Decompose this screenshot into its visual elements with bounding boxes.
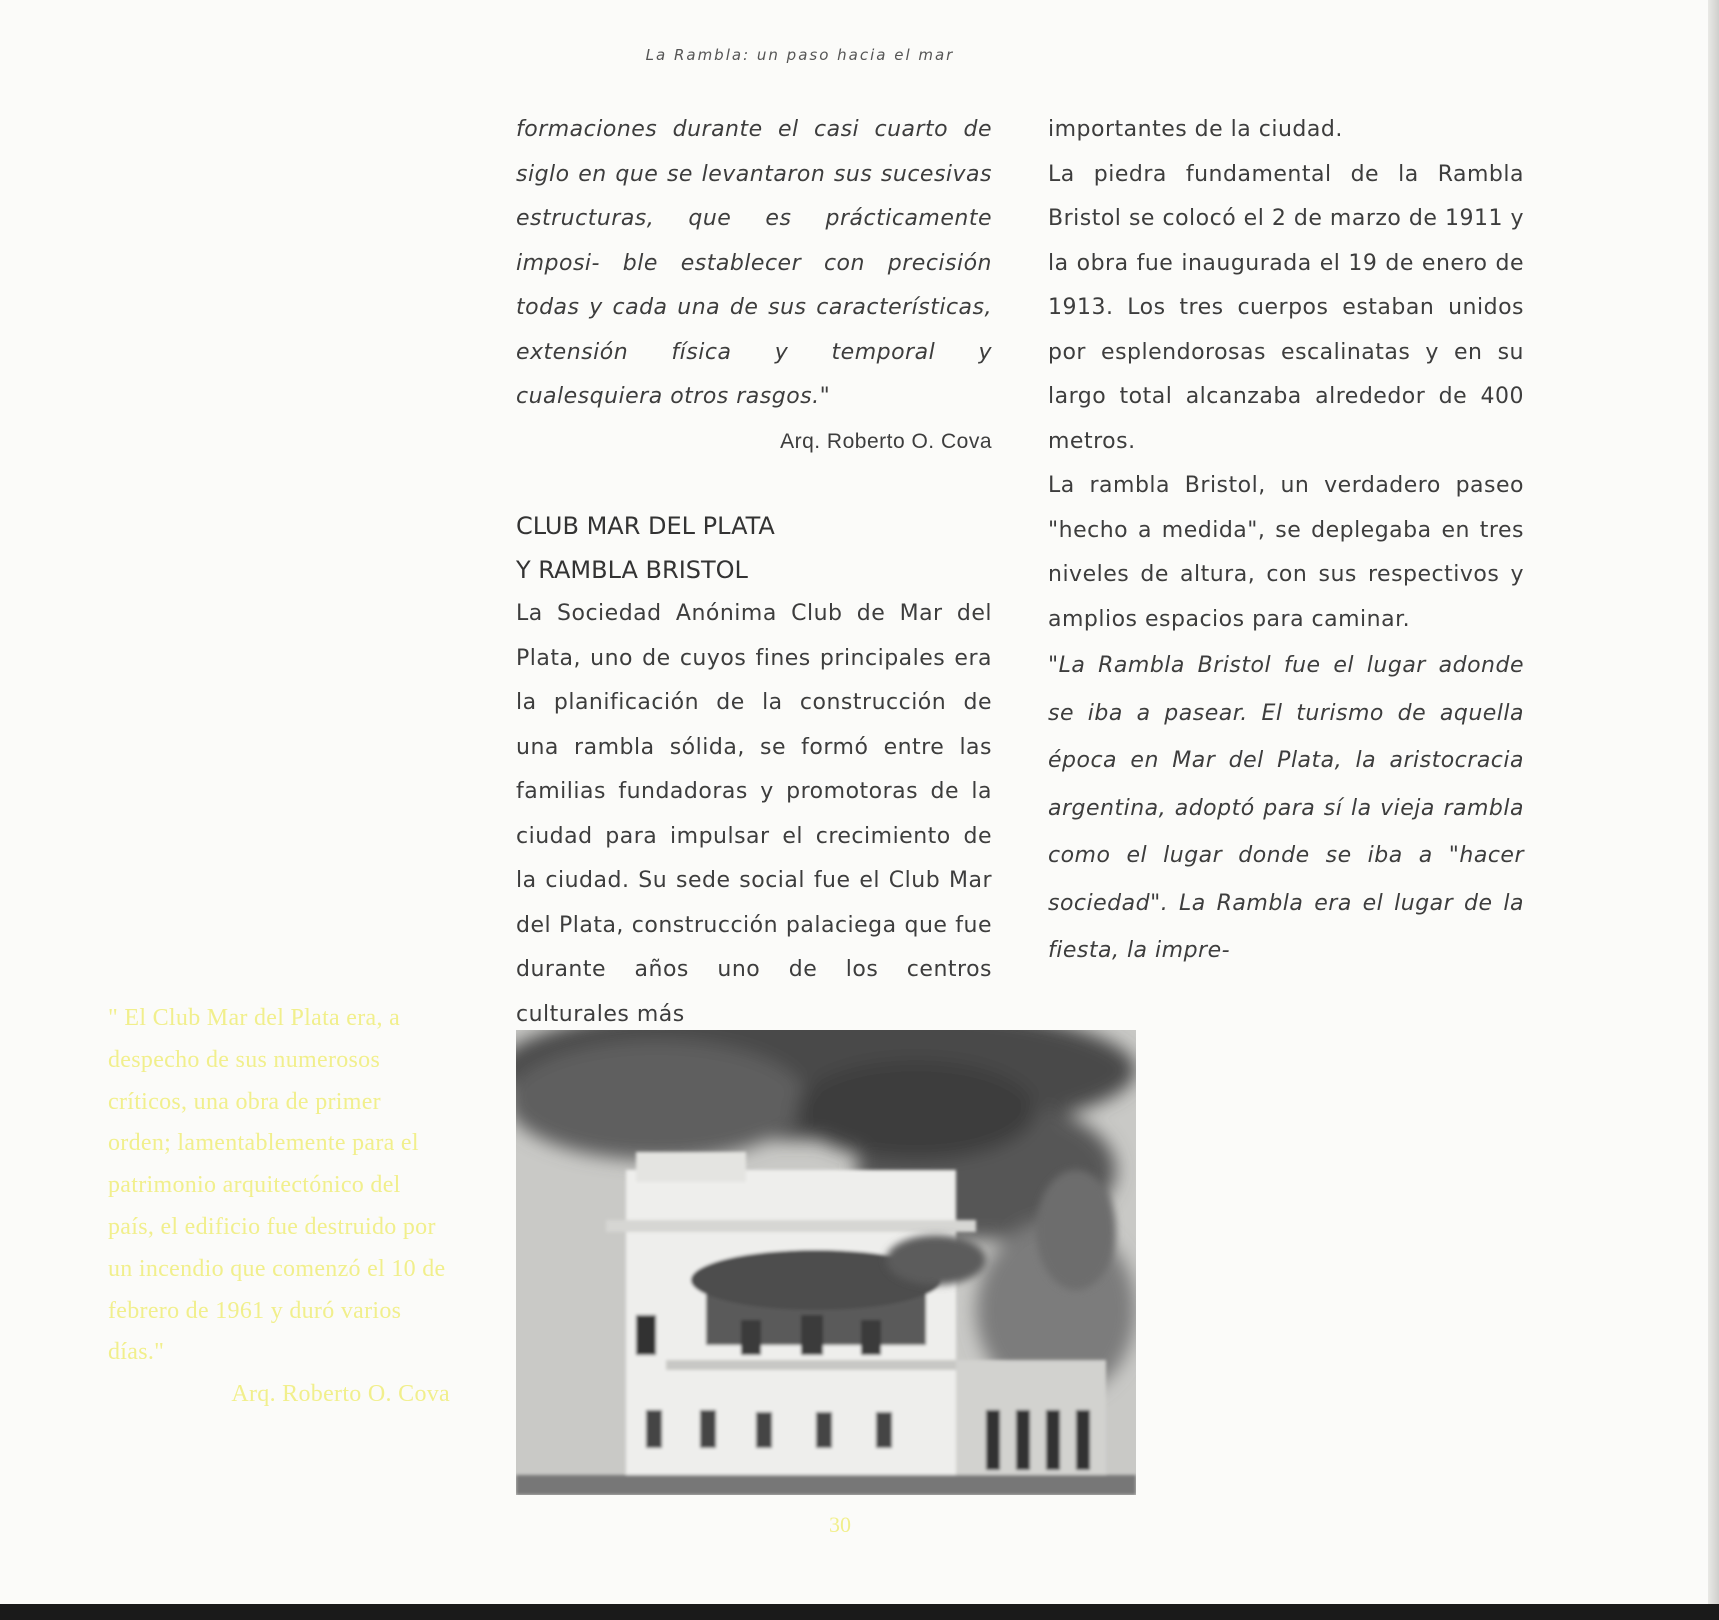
left-quote-text: formaciones durante el casi cuarto de siglo en que se levantaron sus sucesivas estructuras, que es prácticamente imposi- ble establecer con precisión todas y cada una de sus características, extensión física y temporal y cualesquiera otros rasgos." <box>516 117 992 409</box>
left-body-paragraph: La Sociedad Anónima Club de Mar del Plata, uno de cuyos fines principales era la planificación de la construcción de una rambla sólida, se formó entre las familias fundadoras y promotoras de la ciudad para impulsar el crecimiento de la ciudad. Su sede social fue el Club Mar del Plata, construcción palaciega que fue durante años uno de los centros culturales más <box>516 601 992 1027</box>
side-quote-text: " El Club Mar del Plata era, a despecho de sus numerosos críticos, una obra de primer orden; lamentablemente para el patrimonio arquitectónico del país, el edificio fue destruido por un incendio que comenzó el 10 de febrero de 1961 y duró varios días." <box>108 1005 446 1366</box>
right-paragraph-3: La rambla Bristol, un verdadero paseo "hecho a medida", se deplegaba en tres niveles de altura, con sus respectivos y amplios espacios para caminar. <box>1048 473 1524 632</box>
side-quote <box>108 998 448 1416</box>
left-quote-attribution: Arq. Roberto O. Cova <box>780 429 992 453</box>
right-paragraph-1: importantes de la ciudad. <box>1048 117 1343 142</box>
burning-building-photo <box>516 1030 1136 1495</box>
spacer <box>516 464 992 504</box>
right-column <box>1048 108 1524 975</box>
right-paragraph-2: La piedra fundamental de la Rambla Bristol se colocó el 2 de marzo de 1911 y la obra fue inaugurada el 19 de enero de 1913. Los tres cuerpos estaban unidos por esplendorosas escalinatas y en su largo total alcanzaba alrededor de 400 metros. <box>1048 161 1524 454</box>
page-fold-shadow <box>1708 0 1719 1604</box>
page-number: 30 <box>829 1512 851 1537</box>
side-quote-attribution: Arq. Roberto O. Cova <box>231 1381 450 1408</box>
section-heading-line2: Y RAMBLA BRISTOL <box>516 556 748 584</box>
scan-bottom-edge <box>0 1604 1719 1620</box>
left-column <box>516 108 992 1037</box>
running-head: La Rambla: un paso hacia el mar <box>645 46 955 64</box>
section-heading-line1: CLUB MAR DEL PLATA <box>516 512 775 540</box>
right-quote: "La Rambla Bristol fue el lugar adonde se iba a pasear. El turismo de aquella época en Mar del Plata, la aristocracia argentina, adoptó para sí la vieja rambla como el lugar donde se iba a "hacer sociedad". La Rambla era el lugar de la fiesta, la impre- <box>1048 653 1524 963</box>
